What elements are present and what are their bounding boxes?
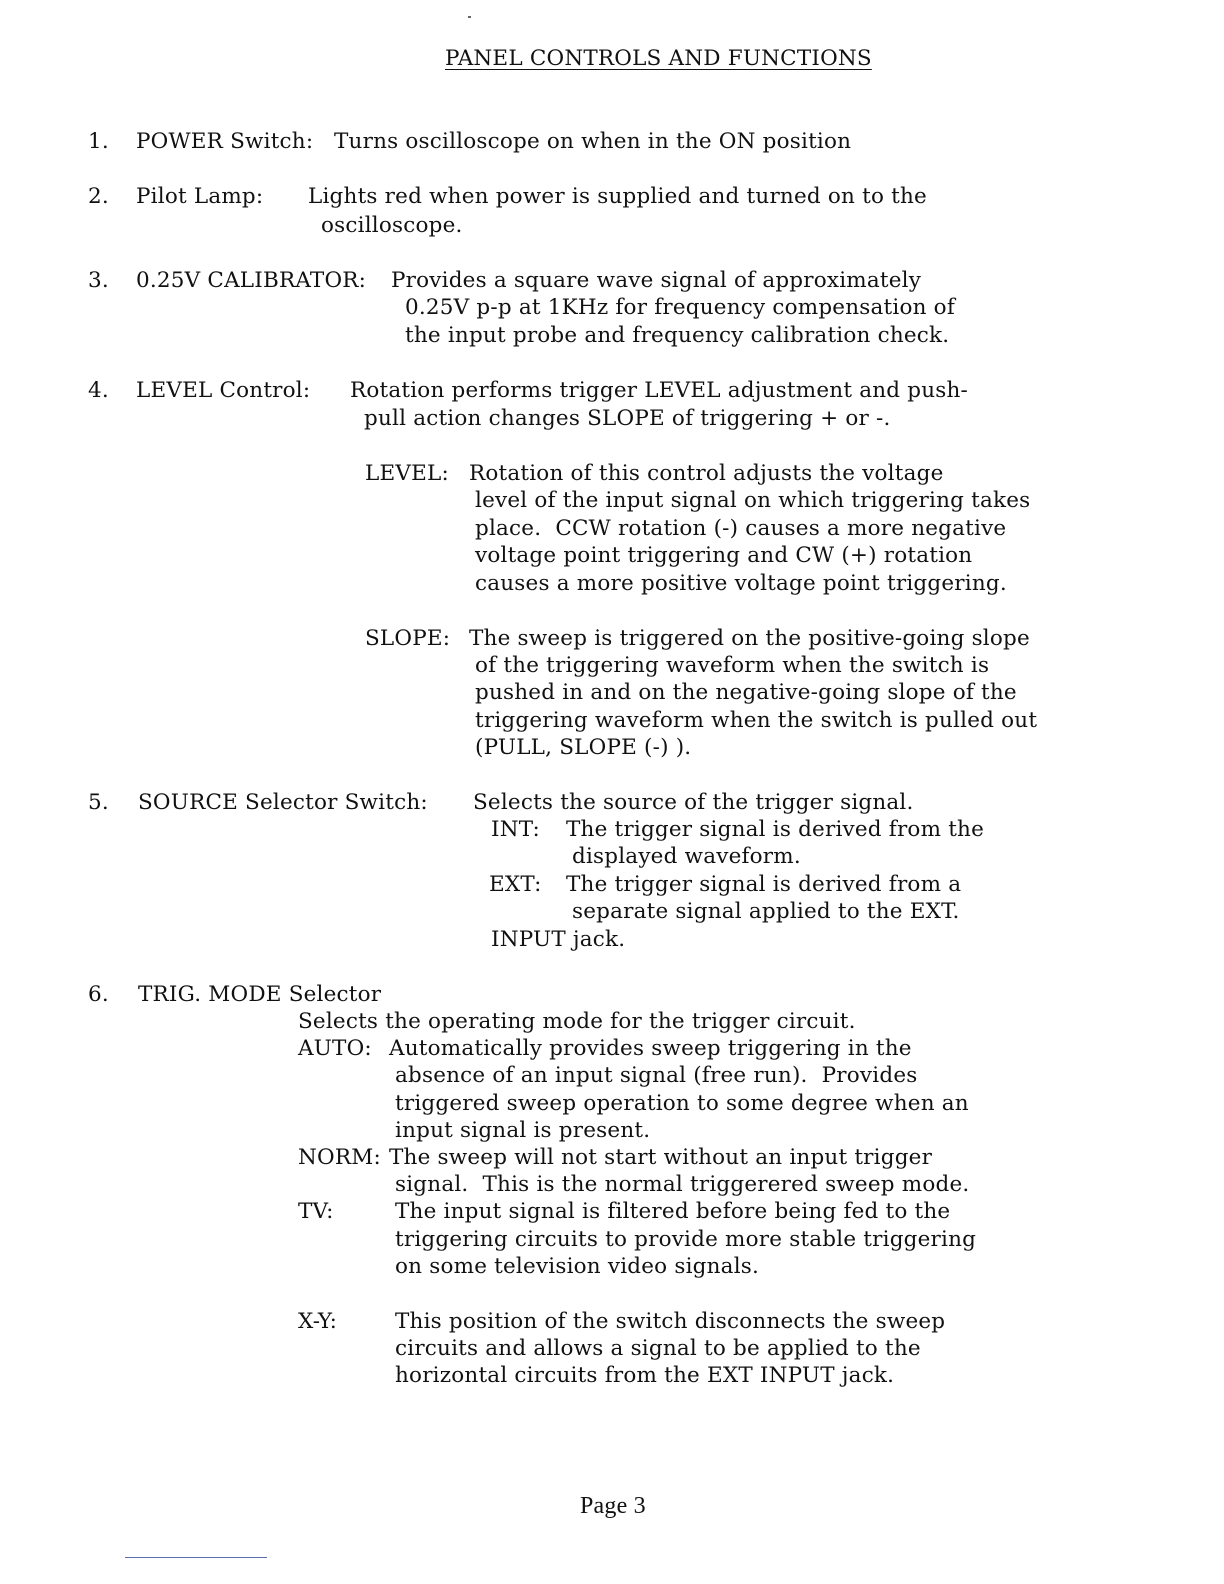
subitem-text-line: place. CCW rotation (-) causes a more negative	[475, 516, 1007, 541]
subitem-label: INT:	[491, 817, 540, 842]
subitem-text-line: horizontal circuits from the EXT INPUT jack.	[395, 1363, 895, 1388]
item-number: 4.	[88, 378, 109, 403]
item-description-line: Provides a square wave signal of approximately	[391, 268, 922, 293]
item-description-line: Selects the operating mode for the trigger circuit.	[298, 1009, 856, 1034]
item-heading: TRIG. MODE Selector	[138, 982, 382, 1007]
item-description-line: Rotation performs trigger LEVEL adjustment and push-	[350, 378, 969, 403]
subitem-text-line: This position of the switch disconnects the sweep	[395, 1309, 946, 1334]
subitem-text-line: displayed waveform.	[572, 844, 801, 869]
subitem-text-line: The sweep will not start without an input trigger	[389, 1145, 933, 1170]
item-description-line: Lights red when power is supplied and turned on to the	[308, 184, 927, 209]
item-description-line: 0.25V p-p at 1KHz for frequency compensation of	[405, 295, 955, 320]
subitem-text-line: Rotation of this control adjusts the voltage	[469, 461, 944, 486]
subitem-text-line: triggering circuits to provide more stable triggering	[395, 1227, 977, 1252]
subitem-text-line: triggered sweep operation to some degree when an	[395, 1091, 969, 1116]
item-description-line: Selects the source of the trigger signal.	[473, 790, 914, 815]
subitem-text-line: input signal is present.	[395, 1118, 651, 1143]
subitem-label: EXT:	[489, 872, 542, 897]
item-heading: Pilot Lamp:	[136, 184, 264, 209]
subitem-text-line: of the triggering waveform when the switch is	[475, 653, 990, 678]
subitem-text-line: level of the input signal on which triggering takes	[475, 488, 1031, 513]
item-description-line: Turns oscilloscope on when in the ON position	[334, 129, 852, 154]
subitem-label: SLOPE:	[365, 626, 451, 651]
subitem-text-line: The input signal is filtered before being fed to the	[395, 1199, 951, 1224]
page-number: Page 3	[580, 1493, 646, 1519]
subitem-text-line: The sweep is triggered on the positive-going slope	[469, 626, 1030, 651]
item-number: 5.	[88, 790, 109, 815]
item-heading: SOURCE Selector Switch:	[138, 790, 428, 815]
subitem-label: X-Y:	[298, 1309, 338, 1334]
subitem-text-line: circuits and allows a signal to be applied to the	[395, 1336, 921, 1361]
subitem-text-line: The trigger signal is derived from a	[566, 872, 962, 897]
subitem-label: TV:	[298, 1199, 334, 1224]
subitem-label: NORM:	[298, 1145, 381, 1170]
item-number: 6.	[88, 982, 109, 1007]
subitem-text-line: signal. This is the normal triggerered sweep mode.	[395, 1172, 970, 1197]
item-description-line: the input probe and frequency calibration check.	[405, 323, 950, 348]
subitem-text-line: triggering waveform when the switch is pulled out	[475, 708, 1038, 733]
item-heading: LEVEL Control:	[136, 378, 311, 403]
subitem-text-line: pushed in and on the negative-going slope of the	[475, 680, 1017, 705]
page-title: PANEL CONTROLS AND FUNCTIONS	[445, 46, 872, 71]
subitem-label: AUTO:	[298, 1036, 372, 1061]
subitem-text-line: on some television video signals.	[395, 1254, 760, 1279]
item-description-line: pull action changes SLOPE of triggering + or -.	[364, 406, 891, 431]
item-description-line: oscilloscope.	[321, 213, 463, 238]
subitem-label: LEVEL:	[365, 461, 449, 486]
scan-speck	[468, 16, 471, 18]
subitem-text-line: The trigger signal is derived from the	[566, 817, 985, 842]
item-number: 1.	[88, 129, 109, 154]
item-number: 2.	[88, 184, 109, 209]
subitem-text-line: INPUT jack.	[491, 927, 626, 952]
item-heading: POWER Switch:	[136, 129, 314, 154]
subitem-text-line: separate signal applied to the EXT.	[572, 899, 960, 924]
item-number: 3.	[88, 268, 109, 293]
subitem-text-line: causes a more positive voltage point triggering.	[475, 571, 1007, 596]
subitem-text-line: Automatically provides sweep triggering in the	[389, 1036, 912, 1061]
footer-rule	[125, 1557, 267, 1558]
subitem-text-line: voltage point triggering and CW (+) rotation	[475, 543, 973, 568]
subitem-text-line: (PULL, SLOPE (-) ).	[475, 735, 692, 760]
subitem-text-line: absence of an input signal (free run). Provides	[395, 1063, 918, 1088]
item-heading: 0.25V CALIBRATOR:	[136, 268, 367, 293]
